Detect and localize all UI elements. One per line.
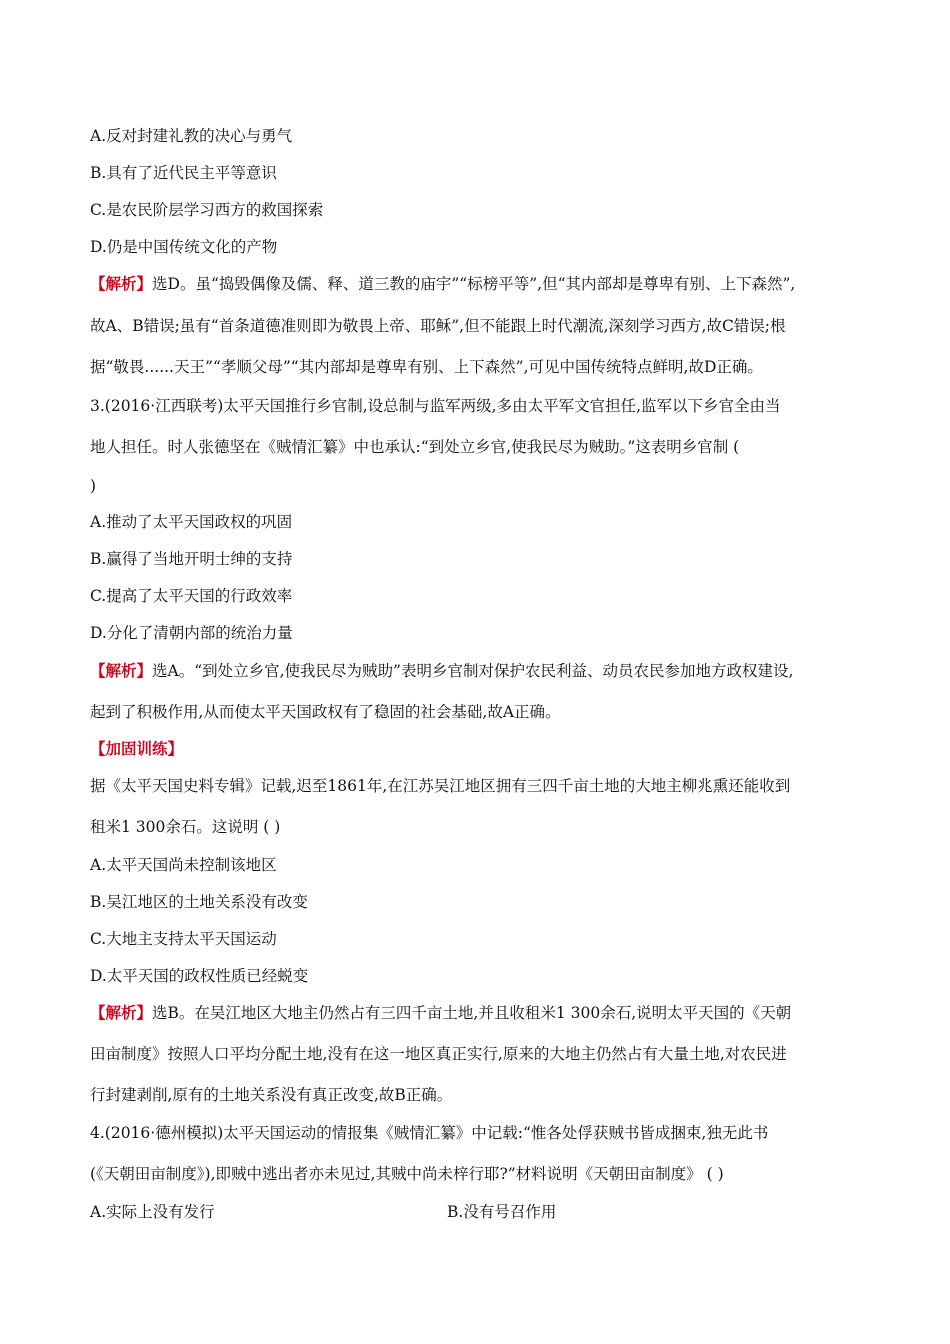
question-stem: 4.(2016·德州模拟)太平天国运动的情报集《贼情汇纂》中记载:“惟各处俘获贼书皆成捆束,独无此书 — [90, 1124, 769, 1142]
option-a: A.推动了太平天国政权的巩固 — [90, 513, 293, 531]
option-b: B.具有了近代民主平等意识 — [90, 164, 277, 182]
analysis-line: 故A、B错误;虽有“首条道德准则即为敬畏上帝、耶稣”,但不能跟上时代潮流,深刻学习西方,故C错误;根 — [90, 317, 786, 335]
option-a: A.太平天国尚未控制该地区 — [90, 856, 277, 874]
question-stem: 地人担任。时人张德坚在《贼情汇纂》中也承认:“到处立乡官,使我民尽为贼助。”这表明乡官制 ( — [90, 438, 740, 456]
question-stem: 据《太平天国史料专辑》记载,迟至1861年,在江苏吴江地区拥有三四千亩土地的大地主柳兆熏还能收到 — [90, 777, 791, 795]
option-c: C.大地主支持太平天国运动 — [90, 930, 277, 948]
option-c: C.是农民阶层学习西方的救国探索 — [90, 201, 324, 219]
option-d: D.仍是中国传统文化的产物 — [90, 238, 278, 256]
analysis-tag: 【解析】 — [90, 274, 153, 293]
analysis-tag: 【解析】 — [90, 661, 153, 680]
section-heading: 【加固训练】 — [90, 739, 184, 758]
option-b: B.没有号召作用 — [447, 1203, 557, 1221]
analysis-line — [90, 661, 870, 681]
option-d: D.分化了清朝内部的统治力量 — [90, 624, 293, 642]
analysis-text: 选A。“到处立乡官,使我民尽为贼助”表明乡官制对保护农民利益、动员农民参加地方政权建设, — [152, 662, 794, 680]
option-a: A.反对封建礼教的决心与勇气 — [90, 127, 293, 145]
option-c: C.提高了太平天国的行政效率 — [90, 587, 293, 605]
analysis-text: 选B。在吴江地区大地主仍然占有三四千亩土地,并且收租米1 300余石,说明太平天国的《天朝 — [152, 1004, 792, 1022]
question-stem: ) — [90, 477, 97, 495]
question-stem: (《天朝田亩制度》),即贼中逃出者亦未见过,其贼中尚未梓行耶?”材料说明《天朝田亩制度》 ( ) — [90, 1165, 724, 1183]
analysis-line: 据“敬畏......天王”“孝顺父母”“其内部却是尊卑有别、上下森然”,可见中国传统特点鲜明,故D正确。 — [90, 358, 763, 376]
analysis-line: 起到了积极作用,从而使太平天国政权有了稳固的社会基础,故A正确。 — [90, 703, 561, 721]
option-d: D.太平天国的政权性质已经蜕变 — [90, 967, 309, 985]
question-stem: 租米1 300余石。这说明 ( ) — [90, 818, 281, 836]
analysis-text: 选D。虽“捣毁偶像及儒、释、道三教的庙宇”“标榜平等”,但“其内部却是尊卑有别、上下森然”, — [152, 275, 796, 293]
question-stem: 3.(2016·江西联考)太平天国推行乡官制,设总制与监军两级,多由太平军文官担任,监军以下乡官全由当 — [90, 397, 781, 415]
option-a: A.实际上没有发行 — [90, 1203, 215, 1221]
analysis-line: 田亩制度》按照人口平均分配土地,没有在这一地区真正实行,原来的大地主仍然占有大量土地,对农民进 — [90, 1045, 787, 1063]
analysis-line — [90, 1003, 870, 1023]
analysis-line: 行封建剥削,原有的土地关系没有真正改变,故B正确。 — [90, 1086, 453, 1104]
option-b: B.赢得了当地开明士绅的支持 — [90, 550, 293, 568]
option-row — [90, 1202, 870, 1222]
analysis-tag: 【解析】 — [90, 1003, 153, 1022]
analysis-line — [90, 274, 870, 294]
option-b: B.吴江地区的土地关系没有改变 — [90, 893, 308, 911]
